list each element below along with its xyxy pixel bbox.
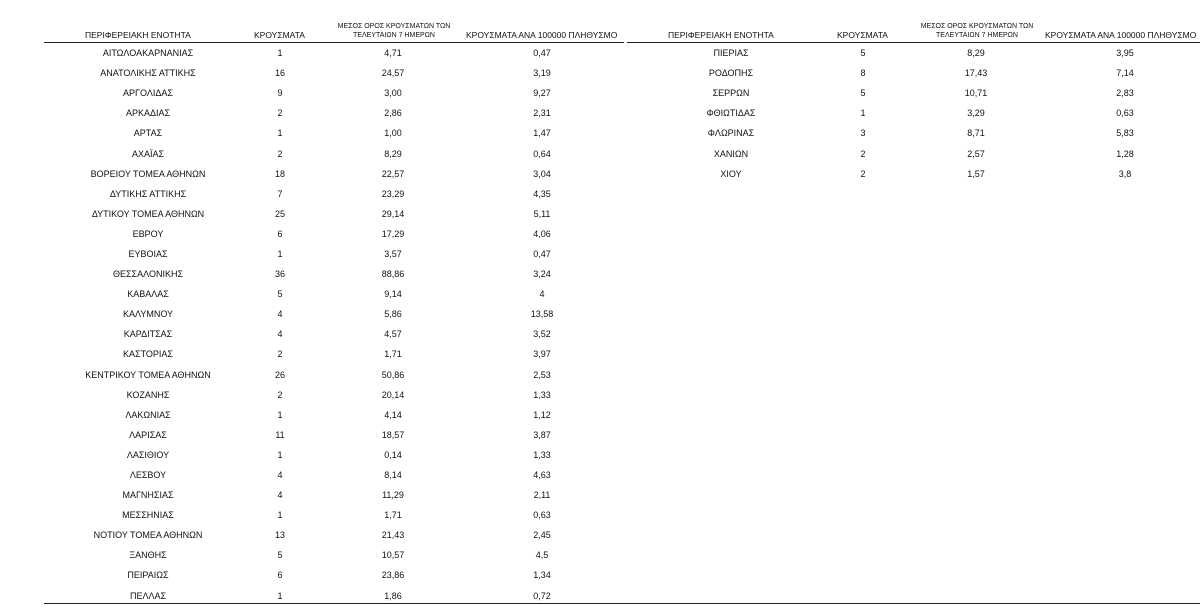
cases-cell: 18 — [274, 168, 286, 179]
region-cell: ΝΟΤΙΟΥ ΤΟΜΕΑ ΑΘΗΝΩΝ — [93, 530, 203, 541]
avg-column-header: ΜΕΣΟΣ ΟΡΟΣ ΚΡΟΥΣΜΑΤΩΝ ΤΩΝ ΤΕΛΕΥΤΑΙΩΝ 7 ΗΜΕΡΩΝ — [337, 23, 451, 39]
avg-cell: 3,57 — [384, 248, 402, 259]
region-cell: ΘΕΣΣΑΛΟΝΙΚΗΣ — [112, 269, 184, 280]
cases-cell: 5 — [277, 550, 283, 561]
region-cell: ΧΑΝΙΩΝ — [713, 148, 749, 159]
per100k-cell: 1,33 — [533, 389, 551, 400]
per100k-cell: 4,35 — [533, 188, 551, 199]
region-cell: ΛΑΡΙΣΑΣ — [129, 429, 167, 440]
avg-cell: 5,86 — [384, 309, 402, 320]
table-row — [627, 164, 1200, 184]
region-cell: ΜΕΣΣΗΝΙΑΣ — [122, 510, 174, 521]
avg-cell: 9,14 — [384, 289, 402, 300]
avg-cell: 1,71 — [384, 349, 402, 360]
per100k-cell: 0,63 — [1116, 108, 1134, 119]
table-row — [627, 63, 1200, 83]
per100k-cell: 3,87 — [533, 429, 551, 440]
cases-cell: 2 — [277, 108, 283, 119]
avg-cell: 20,14 — [381, 389, 405, 400]
cases-cell: 1 — [277, 248, 283, 259]
table-row — [44, 43, 624, 63]
per100k-cell: 1,28 — [1116, 148, 1134, 159]
table-row — [627, 123, 1200, 143]
avg-cell: 2,57 — [967, 148, 985, 159]
table-header — [627, 0, 1200, 43]
per100k-cell: 3,52 — [533, 329, 551, 340]
per100k-cell: 0,72 — [533, 590, 551, 601]
table-row — [44, 204, 624, 224]
avg-cell: 4,71 — [384, 48, 402, 59]
table-row — [44, 405, 624, 425]
per100k-cell: 1,34 — [533, 570, 551, 581]
cases-cell: 6 — [277, 570, 283, 581]
table-row — [44, 123, 624, 143]
region-cell: ΠΙΕΡΙΑΣ — [713, 48, 749, 59]
cases-cell: 3 — [860, 128, 866, 139]
per100k-cell: 3,97 — [533, 349, 551, 360]
per100k-cell: 0,47 — [533, 48, 551, 59]
per100k-cell: 7,14 — [1116, 68, 1134, 79]
bottom-rule — [44, 603, 1200, 604]
region-cell: ΡΟΔΟΠΗΣ — [708, 68, 754, 79]
region-cell: ΧΙΟΥ — [720, 168, 742, 179]
per100k-cell: 4,06 — [533, 228, 551, 239]
cases-cell: 36 — [274, 269, 286, 280]
region-cell: ΣΕΡΡΩΝ — [712, 88, 750, 99]
region-column-header: ΠΕΡΙΦΕΡΕΙΑΚΗ ΕΝΟΤΗΤΑ — [85, 30, 191, 40]
per100k-cell: 2,53 — [533, 369, 551, 380]
per100k-cell: 3,19 — [533, 68, 551, 79]
region-cell: ΑΝΑΤΟΛΙΚΗΣ ΑΤΤΙΚΗΣ — [100, 68, 196, 79]
avg-cell: 3,29 — [967, 108, 985, 119]
per100k-column-header: ΚΡΟΥΣΜΑΤΑ ΑΝΑ 100000 ΠΛΗΘΥΣΜΟ — [1045, 30, 1197, 40]
table-row — [44, 264, 624, 284]
avg-cell: 23,86 — [381, 570, 405, 581]
avg-cell: 17,29 — [381, 228, 405, 239]
table-body-right — [627, 43, 1200, 184]
table-row — [44, 485, 624, 505]
region-cell: ΔΥΤΙΚΗΣ ΑΤΤΙΚΗΣ — [109, 188, 187, 199]
table-row — [44, 304, 624, 324]
cases-cell: 13 — [274, 530, 286, 541]
region-cell: ΚΟΖΑΝΗΣ — [126, 389, 170, 400]
cases-cell: 4 — [277, 329, 283, 340]
region-cell: ΚΑΒΑΛΑΣ — [127, 289, 169, 300]
table-row — [44, 83, 624, 103]
cases-cell: 1 — [277, 409, 283, 420]
table-row — [44, 445, 624, 465]
cases-cell: 25 — [274, 208, 286, 219]
region-cell: ΚΑΡΔΙΤΣΑΣ — [123, 329, 173, 340]
region-cell: ΑΙΤΩΛΟΑΚΑΡΝΑΝΙΑΣ — [102, 48, 194, 59]
per100k-column-header: ΚΡΟΥΣΜΑΤΑ ΑΝΑ 100000 ΠΛΗΘΥΣΜΟ — [466, 30, 618, 40]
cases-cell: 5 — [860, 48, 866, 59]
cases-table-left — [44, 0, 624, 606]
table-row — [44, 244, 624, 264]
avg-cell: 3,00 — [384, 88, 402, 99]
per100k-cell: 5,83 — [1116, 128, 1134, 139]
avg-cell: 10,71 — [964, 88, 988, 99]
per100k-cell: 5,11 — [533, 208, 551, 219]
per100k-cell: 3,8 — [1118, 168, 1132, 179]
table-row — [44, 344, 624, 364]
region-cell: ΦΛΩΡΙΝΑΣ — [707, 128, 755, 139]
avg-cell: 22,57 — [381, 168, 405, 179]
table-row — [44, 385, 624, 405]
region-cell: ΚΕΝΤΡΙΚΟΥ ΤΟΜΕΑ ΑΘΗΝΩΝ — [85, 369, 211, 380]
table-row — [44, 425, 624, 445]
table-row — [44, 164, 624, 184]
cases-cell: 2 — [277, 389, 283, 400]
table-row — [627, 143, 1200, 163]
region-cell: ΒΟΡΕΙΟΥ ΤΟΜΕΑ ΑΘΗΝΩΝ — [90, 168, 206, 179]
table-header — [44, 0, 624, 43]
cases-cell: 9 — [277, 88, 283, 99]
cases-cell: 11 — [275, 429, 285, 440]
table-row — [44, 103, 624, 123]
cases-cell: 4 — [277, 309, 283, 320]
per100k-cell: 2,31 — [533, 108, 551, 119]
avg-cell: 8,29 — [967, 48, 985, 59]
table-row — [627, 103, 1200, 123]
avg-cell: 1,71 — [384, 510, 402, 521]
table-row — [44, 505, 624, 525]
cases-cell: 1 — [277, 449, 283, 460]
cases-cell: 2 — [277, 349, 283, 360]
avg-cell: 1,86 — [384, 590, 402, 601]
avg-cell: 8,29 — [384, 148, 402, 159]
cases-cell: 2 — [860, 148, 866, 159]
cases-cell: 26 — [274, 369, 286, 380]
cases-cell: 5 — [277, 289, 283, 300]
cases-cell: 4 — [277, 490, 283, 501]
cases-cell: 16 — [274, 68, 286, 79]
table-row — [44, 143, 624, 163]
region-cell: ΚΑΣΤΟΡΙΑΣ — [123, 349, 173, 360]
cases-cell: 1 — [277, 590, 283, 601]
cases-cell: 1 — [277, 510, 283, 521]
cases-cell: 2 — [277, 148, 283, 159]
avg-cell: 1,00 — [384, 128, 402, 139]
cases-cell: 2 — [860, 168, 866, 179]
region-cell: ΜΑΓΝΗΣΙΑΣ — [122, 490, 174, 501]
avg-cell: 18,57 — [381, 429, 405, 440]
cases-table-right — [627, 0, 1200, 184]
table-row — [627, 43, 1200, 63]
avg-cell: 10,57 — [381, 550, 405, 561]
avg-cell: 8,14 — [384, 470, 402, 481]
avg-cell: 21,43 — [381, 530, 405, 541]
table-row — [44, 465, 624, 485]
region-cell: ΞΑΝΘΗΣ — [129, 550, 167, 561]
region-cell: ΑΡΚΑΔΙΑΣ — [125, 108, 171, 119]
table-row — [44, 63, 624, 83]
cases-cell: 1 — [277, 48, 283, 59]
avg-cell: 4,14 — [384, 409, 402, 420]
table-row — [44, 565, 624, 585]
cases-cell: 6 — [277, 228, 283, 239]
per100k-cell: 2,45 — [533, 530, 551, 541]
avg-cell: 29,14 — [381, 208, 405, 219]
per100k-cell: 2,83 — [1116, 88, 1134, 99]
per100k-cell: 1,33 — [533, 449, 551, 460]
avg-cell: 8,71 — [967, 128, 985, 139]
per100k-cell: 9,27 — [533, 88, 551, 99]
avg-column-header: ΜΕΣΟΣ ΟΡΟΣ ΚΡΟΥΣΜΑΤΩΝ ΤΩΝ ΤΕΛΕΥΤΑΙΩΝ 7 ΗΜΕΡΩΝ — [920, 23, 1034, 39]
avg-cell: 4,57 — [384, 329, 402, 340]
region-cell: ΦΘΙΩΤΙΔΑΣ — [706, 108, 756, 119]
per100k-cell: 4,63 — [533, 470, 551, 481]
avg-cell: 23,29 — [381, 188, 405, 199]
region-cell: ΛΑΚΩΝΙΑΣ — [125, 409, 171, 420]
avg-cell: 88,86 — [381, 269, 405, 280]
table-row — [44, 284, 624, 304]
region-cell: ΠΕΛΛΑΣ — [129, 590, 167, 601]
per100k-cell: 3,95 — [1116, 48, 1134, 59]
region-cell: ΑΧΑΪΑΣ — [131, 148, 165, 159]
per100k-cell: 13,58 — [530, 309, 554, 320]
cases-cell: 5 — [860, 88, 866, 99]
per100k-cell: 1,12 — [533, 409, 551, 420]
per100k-cell: 3,24 — [533, 269, 551, 280]
avg-cell: 50,86 — [381, 369, 405, 380]
region-cell: ΑΡΤΑΣ — [133, 128, 163, 139]
table-row — [44, 365, 624, 385]
region-cell: ΕΥΒΟΙΑΣ — [128, 248, 168, 259]
cases-cell: 1 — [277, 128, 283, 139]
table-row — [44, 224, 624, 244]
region-cell: ΠΕΙΡΑΙΩΣ — [127, 570, 169, 581]
cases-column-header: ΚΡΟΥΣΜΑΤΑ — [837, 30, 888, 40]
per100k-cell: 1,47 — [533, 128, 551, 139]
avg-cell: 24,57 — [381, 68, 405, 79]
per100k-cell: 4 — [539, 289, 545, 300]
region-cell: ΕΒΡΟΥ — [132, 228, 164, 239]
cases-cell: 8 — [860, 68, 866, 79]
cases-cell: 1 — [860, 108, 866, 119]
cases-cell: 7 — [277, 188, 283, 199]
avg-cell: 17,43 — [964, 68, 988, 79]
table-row — [44, 525, 624, 545]
per100k-cell: 4,5 — [535, 550, 549, 561]
region-cell: ΛΑΣΙΘΙΟΥ — [126, 449, 170, 460]
table-row — [44, 545, 624, 565]
avg-cell: 2,86 — [384, 108, 402, 119]
region-cell: ΚΑΛΥΜΝΟΥ — [122, 309, 174, 320]
per100k-cell: 2,11 — [533, 490, 551, 501]
cases-cell: 4 — [277, 470, 283, 481]
region-cell: ΔΥΤΙΚΟΥ ΤΟΜΕΑ ΑΘΗΝΩΝ — [91, 208, 205, 219]
avg-cell: 0,14 — [384, 449, 402, 460]
region-cell: ΛΕΣΒΟΥ — [129, 470, 167, 481]
avg-cell: 1,57 — [967, 168, 985, 179]
table-body-left — [44, 43, 624, 606]
avg-cell: 11,29 — [382, 490, 404, 501]
region-cell: ΑΡΓΟΛΙΔΑΣ — [123, 88, 173, 99]
table-row — [44, 184, 624, 204]
table-row — [627, 83, 1200, 103]
region-column-header: ΠΕΡΙΦΕΡΕΙΑΚΗ ΕΝΟΤΗΤΑ — [668, 30, 774, 40]
per100k-cell: 0,63 — [533, 510, 551, 521]
per100k-cell: 0,64 — [533, 148, 551, 159]
table-row — [44, 324, 624, 344]
per100k-cell: 3,04 — [533, 168, 551, 179]
per100k-cell: 0,47 — [533, 248, 551, 259]
cases-column-header: ΚΡΟΥΣΜΑΤΑ — [254, 30, 305, 40]
